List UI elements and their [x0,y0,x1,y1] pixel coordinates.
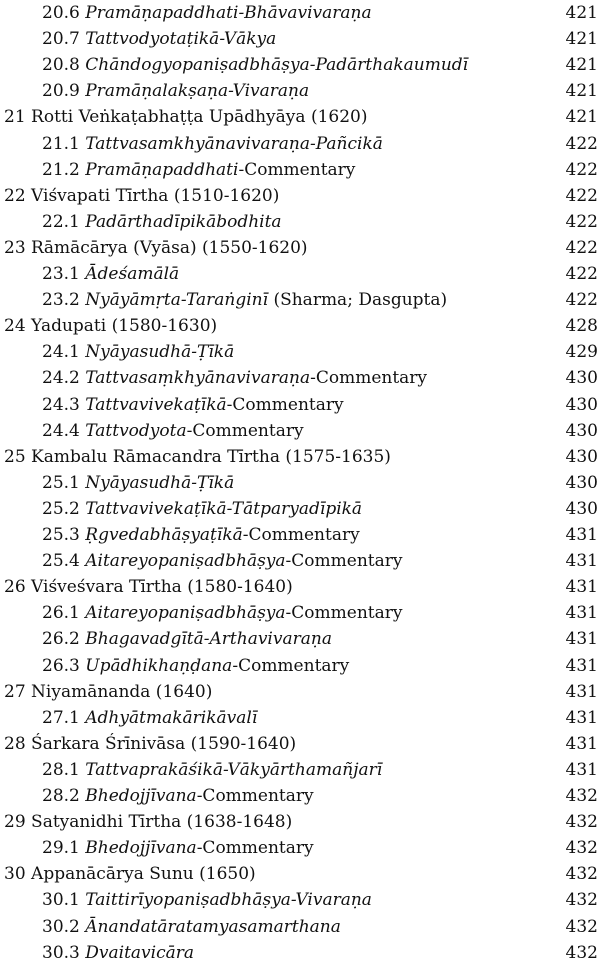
toc-section-entry[interactable] [0,78,600,104]
entry-number: 24.2 [42,368,80,389]
entry-label [42,418,304,444]
page-number: 422 [565,211,598,232]
entry-label [42,392,344,418]
entry-text: Satyanidhi Tīrtha (1638-1648) [31,812,293,833]
entry-number: 20.7 [42,29,80,50]
entry-label [42,339,234,365]
entry-label [42,705,257,731]
page-number: 422 [565,264,598,284]
entry-title: Aitareyopaniṣadbhāṣya [85,603,286,624]
entry-label [4,104,367,130]
page-number: 431 [565,655,598,676]
entry-label [4,183,279,209]
toc-chapter-entry[interactable] [0,104,600,130]
entry-number: 25.3 [42,525,80,545]
page-number: 432 [565,812,598,833]
toc-section-entry[interactable] [0,418,600,444]
entry-title: Pramāṇalakṣaṇa-Vivaraṇa [85,81,310,102]
page-number: 432 [565,916,598,937]
entry-text: -Commentary [242,525,360,545]
toc-chapter-entry[interactable] [0,679,600,705]
entry-label [42,600,402,626]
toc-section-entry[interactable] [0,600,600,626]
entry-number: 30.3 [42,942,80,963]
entry-label [42,78,309,104]
entry-text: (Sharma; Dasgupta) [268,290,448,311]
entry-label [42,940,194,966]
page-number: 432 [565,786,598,806]
toc-section-entry[interactable] [0,783,600,809]
entry-number: 26.2 [42,629,80,650]
entry-label [42,783,314,809]
entry-label [42,835,314,861]
toc-section-entry[interactable] [0,52,600,78]
toc-chapter-entry[interactable] [0,444,600,470]
toc-section-entry[interactable] [0,887,600,913]
entry-title: Taittirīyopaniṣadbhāṣya-Vivaraṇa [85,890,372,911]
toc-section-entry[interactable] [0,496,600,522]
toc-section-entry[interactable] [0,209,600,235]
toc-section-entry[interactable] [0,157,600,183]
entry-text: Śarkara Śrīnivāsa (1590-1640) [31,733,297,754]
entry-text: -Commentary [196,838,314,859]
page-number: 431 [565,707,598,728]
entry-label [42,131,383,157]
entry-number: 28 [4,733,26,754]
entry-title: Pramāṇapaddhati-Bhāvavivaraṇa [85,3,372,23]
page-number: 432 [565,942,598,963]
entry-text: Niyamānanda (1640) [31,681,213,702]
entry-label [4,731,296,757]
entry-label [42,287,447,313]
page-number: 431 [565,681,598,702]
page-number: 431 [565,733,598,754]
entry-title: Pramāṇapaddhati [85,159,239,180]
entry-text: -Commentary [238,159,356,180]
entry-text: -Commentary [226,394,344,415]
entry-number: 24 [4,316,26,337]
entry-label [42,365,427,391]
toc-section-entry[interactable] [0,261,600,287]
entry-number: 22.1 [42,211,80,232]
entry-text: Kambalu Rāmacandra Tīrtha (1575-1635) [31,446,391,467]
entry-text: -Commentary [310,368,428,389]
entry-text: -Commentary [232,655,350,676]
entry-number: 25.1 [42,472,80,493]
entry-title: Tattvodyotaṭikā-Vākya [85,29,277,50]
toc-section-entry[interactable] [0,339,600,365]
entry-text: -Commentary [285,603,403,624]
entry-title: Adhyātmakārikāvalī [85,707,258,728]
entry-number: 23.2 [42,290,80,311]
entry-text: Viśveśvara Tīrtha (1580-1640) [31,577,293,598]
toc-section-entry[interactable] [0,522,600,548]
page-number: 421 [565,107,598,128]
entry-title: Bhedojjīvana [85,786,197,806]
entry-number: 22 [4,185,26,206]
toc-chapter-entry[interactable] [0,235,600,261]
entry-text: -Commentary [285,551,403,572]
page-number: 422 [565,290,598,311]
entry-number: 26.1 [42,603,80,624]
entry-number: 20.8 [42,55,80,76]
entry-title: Padārthadīpikābodhita [85,211,282,232]
entry-label [42,470,234,496]
entry-number: 28.1 [42,759,80,780]
entry-number: 24.4 [42,420,80,441]
toc-section-entry[interactable] [0,914,600,940]
toc-section-entry[interactable] [0,365,600,391]
entry-number: 30.1 [42,890,80,911]
entry-title: Ādeśamālā [85,264,180,284]
entry-number: 26 [4,577,26,598]
page-number: 430 [565,420,598,441]
entry-number: 24.1 [42,342,80,363]
entry-number: 25 [4,446,26,467]
entry-title: Ānandatāratamyasamarthana [85,916,341,937]
toc-section-entry[interactable] [0,26,600,52]
entry-number: 26.3 [42,655,80,676]
entry-number: 20.9 [42,81,80,102]
entry-label [42,626,332,652]
page-number: 422 [565,133,598,154]
entry-title: Tattvavivekaṭīkā [85,394,227,415]
entry-title: Ṛgvedabhāṣyaṭīkā [85,525,243,545]
toc-section-entry[interactable] [0,835,600,861]
toc-section-entry[interactable] [0,470,600,496]
toc-section-entry[interactable] [0,287,600,313]
entry-title: Dvaitavicāra [85,942,194,963]
entry-label [42,261,179,287]
page-number: 432 [565,890,598,911]
entry-number: 30 [4,864,26,885]
toc-chapter-entry[interactable] [0,183,600,209]
entry-title: Upādhikhaṇḍana [85,655,233,676]
entry-number: 21 [4,107,26,128]
page-number: 430 [565,498,598,519]
toc-chapter-entry[interactable] [0,809,600,835]
entry-text: Appanācārya Sunu (1650) [31,864,256,885]
page-number: 421 [565,55,598,76]
page-number: 432 [565,864,598,885]
entry-number: 20.6 [42,3,80,23]
page-number: 431 [565,603,598,624]
page-number: 431 [565,525,598,545]
entry-title: Bhagavadgītā-Arthavivaraṇa [85,629,332,650]
entry-text: -Commentary [196,786,314,806]
page-number: 431 [565,551,598,572]
toc-section-entry[interactable] [0,940,600,966]
page-number: 421 [565,3,598,23]
toc-section-entry[interactable] [0,757,600,783]
page-number: 432 [565,838,598,859]
toc-chapter-entry[interactable] [0,313,600,339]
entry-title: Tattvodyota [85,420,187,441]
entry-title: Bhedojjīvana [85,838,197,859]
entry-title: Tattvasaṃkhyānavivaraṇa [85,368,311,389]
toc-section-entry[interactable] [0,626,600,652]
entry-title: Tattvasamkhyānavivaraṇa-Pañcikā [85,133,383,154]
entry-number: 21.2 [42,159,80,180]
entry-label [42,496,362,522]
entry-title: Tattvaprakāśikā-Vākyārthamañjarī [85,759,383,780]
entry-number: 28.2 [42,786,80,806]
page-number: 428 [565,316,598,337]
entry-label [42,209,282,235]
entry-label [42,52,468,78]
entry-label [4,574,293,600]
entry-title: Nyāyasudhā-Ṭīkā [85,472,235,493]
entry-number: 21.1 [42,133,80,154]
entry-title: Nyāyasudhā-Ṭīkā [85,342,235,363]
page-number: 422 [565,159,598,180]
entry-label [4,235,308,261]
entry-label [42,887,372,913]
entry-number: 23.1 [42,264,80,284]
entry-text: Yadupati (1580-1630) [31,316,218,337]
page-number: 430 [565,472,598,493]
page-number: 421 [565,29,598,50]
entry-number: 27 [4,681,26,702]
page-number: 421 [565,81,598,102]
entry-label [42,653,349,679]
entry-number: 27.1 [42,707,80,728]
toc-chapter-entry[interactable] [0,861,600,887]
entry-text: Rotti Veṅkaṭabhaṭṭa Upādhyāya (1620) [31,107,368,128]
entry-label [4,861,256,887]
entry-number: 25.4 [42,551,80,572]
toc-chapter-entry[interactable] [0,574,600,600]
page-number: 430 [565,446,598,467]
page-number: 422 [565,237,598,258]
page-number: 430 [565,394,598,415]
entry-text: Rāmācārya (Vyāsa) (1550-1620) [31,237,308,258]
entry-label [42,522,360,548]
entry-number: 29 [4,812,26,833]
entry-label [42,548,402,574]
entry-label [42,0,372,26]
entry-label [42,914,341,940]
entry-number: 25.2 [42,498,80,519]
page-number: 431 [565,759,598,780]
entry-label [4,313,217,339]
entry-number: 29.1 [42,838,80,859]
entry-label [42,26,276,52]
entry-title: Aitareyopaniṣadbhāṣya [85,551,286,572]
page-number: 431 [565,629,598,650]
entry-number: 24.3 [42,394,80,415]
entry-number: 23 [4,237,26,258]
entry-label [4,809,292,835]
toc-section-entry[interactable] [0,131,600,157]
entry-title: Chāndogyopaniṣadbhāṣya-Padārthakaumudī [85,55,469,76]
entry-title: Nyāyāmṛta-Taraṅginī [85,290,269,311]
entry-label [4,444,391,470]
entry-label [4,679,212,705]
toc-chapter-entry[interactable] [0,731,600,757]
toc-section-entry[interactable] [0,548,600,574]
entry-text: -Commentary [186,420,304,441]
page-number: 429 [565,342,598,363]
entry-number: 30.2 [42,916,80,937]
entry-text: Viśvapati Tīrtha (1510-1620) [31,185,280,206]
entry-label [42,157,355,183]
toc-section-entry[interactable] [0,0,600,26]
toc-section-entry[interactable] [0,705,600,731]
toc-section-entry[interactable] [0,653,600,679]
entry-title: Tattvavivekaṭīkā-Tātparyadīpikā [85,498,363,519]
page-number: 430 [565,368,598,389]
toc-section-entry[interactable] [0,392,600,418]
page-number: 431 [565,577,598,598]
entry-label [42,757,382,783]
page-number: 422 [565,185,598,206]
